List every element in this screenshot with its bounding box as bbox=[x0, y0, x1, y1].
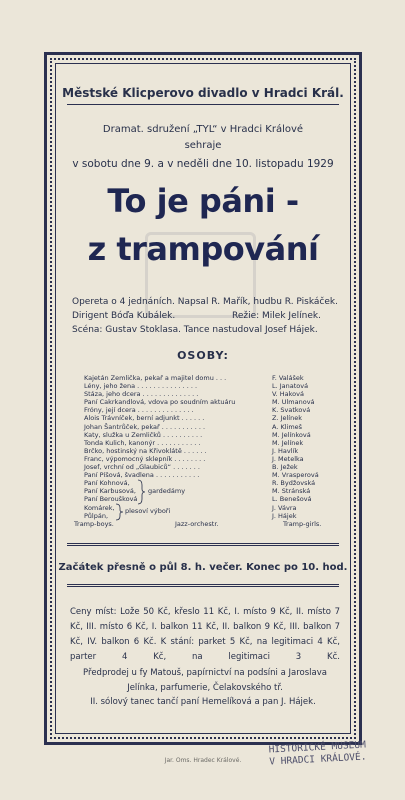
gardedamy-label: gardedámy bbox=[148, 487, 186, 495]
cast-list bbox=[84, 374, 354, 520]
cast-row: Paní Cakrkandlová, vdova po soudním aktuáru M. Ulmanová bbox=[84, 398, 315, 407]
cast-row: Katy, služka u Zemličků . . . . . . . . . . M. Jelínková bbox=[84, 430, 311, 439]
cast-row: Stáza, jeho dcera . . . . . . . . . . . . . . V. Haková bbox=[84, 390, 304, 399]
cast-row: Fróny, její dcera . . . . . . . . . . . . . . K. Svatková bbox=[84, 406, 311, 415]
credits-line-2a: Dirigent Bóďa Kubálek. bbox=[72, 311, 176, 321]
presale-info: Předprodej u fy Matouš, papírnictví na podsíni a Jaroslava Jelínka, parfumerie, Čelakovského tř. bbox=[83, 668, 327, 693]
start-time: Začátek přesně o půl 8. h. večer. Konec po 10. hod. bbox=[58, 562, 348, 573]
bracket-plesovi bbox=[114, 503, 124, 521]
cast-row: Paní Píšová, švadlena . . . . . . . . . . . M. Vrasperová bbox=[84, 471, 319, 480]
museum-stamp bbox=[242, 738, 394, 786]
footer-jazz-orchestr: Jazz-orchestr. bbox=[175, 520, 219, 528]
cast-row: Půlpán, J. Hájek bbox=[84, 511, 297, 520]
theatre-name: Městské Klicperovo divadlo v Hradci Král. bbox=[62, 86, 344, 100]
footer-tramp-girls: Tramp-girls. bbox=[283, 520, 322, 528]
footer-tramp-boys: Tramp-boys. bbox=[74, 520, 114, 528]
cast-row: Kajetán Zemlička, pekař a majitel domu . . . F. Valášek bbox=[84, 374, 304, 382]
cast-row: Komárek, J. Vávra bbox=[84, 503, 297, 512]
plesovi-vybori-label: plesoví výboři bbox=[125, 507, 171, 515]
cast-row: Brčko, hostinský na Křivoklátě . . . . . . J. Havlík bbox=[84, 446, 299, 455]
performance-date: v sobotu dne 9. a v neděli dne 10. listopadu 1929 bbox=[72, 158, 334, 170]
cast-row: Franc, výpomocný sklepník . . . . . . . . J. Metelka bbox=[84, 454, 304, 463]
cast-row: Alois Trávníček, berní adjunkt . . . . . . Z. Jelínek bbox=[84, 414, 302, 423]
printer-credit: Jar. Oms. Hradec Králové. bbox=[164, 757, 242, 764]
cast-heading: OSOBY: bbox=[177, 349, 229, 362]
organizer: Dramat. sdružení „TYL“ v Hradci Králové bbox=[102, 124, 304, 135]
divider bbox=[67, 543, 339, 546]
divider bbox=[67, 104, 339, 105]
cast-row: Lény, jeho žena . . . . . . . . . . . . . . . L. Janatová bbox=[84, 382, 309, 391]
cast-row: Tonda Kulich, kanonýr . . . . . . . . . . . M. Jelínek bbox=[84, 438, 304, 447]
credits-line-1: Opereta o 4 jednáních. Napsal R. Mařík, hudbu R. Piskáček. bbox=[72, 297, 338, 307]
cast-row: Paní Kohnová, R. Bydžovská bbox=[84, 479, 316, 488]
stamp-line-1: HISTORICKÉ MUSEUM bbox=[268, 739, 367, 756]
credits-line-2b: Režie: Milek Jelínek. bbox=[232, 311, 321, 321]
divider bbox=[67, 584, 339, 587]
cast-row: Paní Beroušková L. Benešová bbox=[84, 495, 312, 504]
cast-row: Josef, vrchní od „Glaubiců“ . . . . . . . B. Ježek bbox=[84, 463, 298, 472]
bracket-gardedamy bbox=[136, 479, 146, 505]
credits-line-3: Scéna: Gustav Stoklasa. Tance nastudoval Josef Hájek. bbox=[72, 325, 318, 335]
stamp-line-2: V HRADCI KRÁLOVÉ. bbox=[269, 751, 367, 768]
title-line-1: To je páni - bbox=[107, 182, 299, 220]
ticket-prices: Ceny míst: Lože 50 Kč, křeslo 11 Kč, I. místo 9 Kč, II. místo 7 Kč, III. místo 6 Kč, I. balkon 11 Kč, II. balkon 9 Kč, III. balkon 7 Kč, IV. balkon 6 Kč. K stání: parket 5 Kč, na legitimaci 4 Kč, parter 4 Kč, na legitimaci 3 Kč. bbox=[70, 607, 340, 662]
title-line-2: z trampování bbox=[87, 230, 319, 268]
action-text: sehraje bbox=[184, 140, 222, 151]
cast-row: Paní Karbusová, M. Stránská bbox=[84, 487, 311, 496]
solo-dance-note: II. sólový tanec tančí paní Hemelíková a pan J. Hájek. bbox=[90, 697, 316, 707]
cast-row: Johan Šantrůček, pekař . . . . . . . . . . . A. Klimeš bbox=[84, 422, 303, 431]
